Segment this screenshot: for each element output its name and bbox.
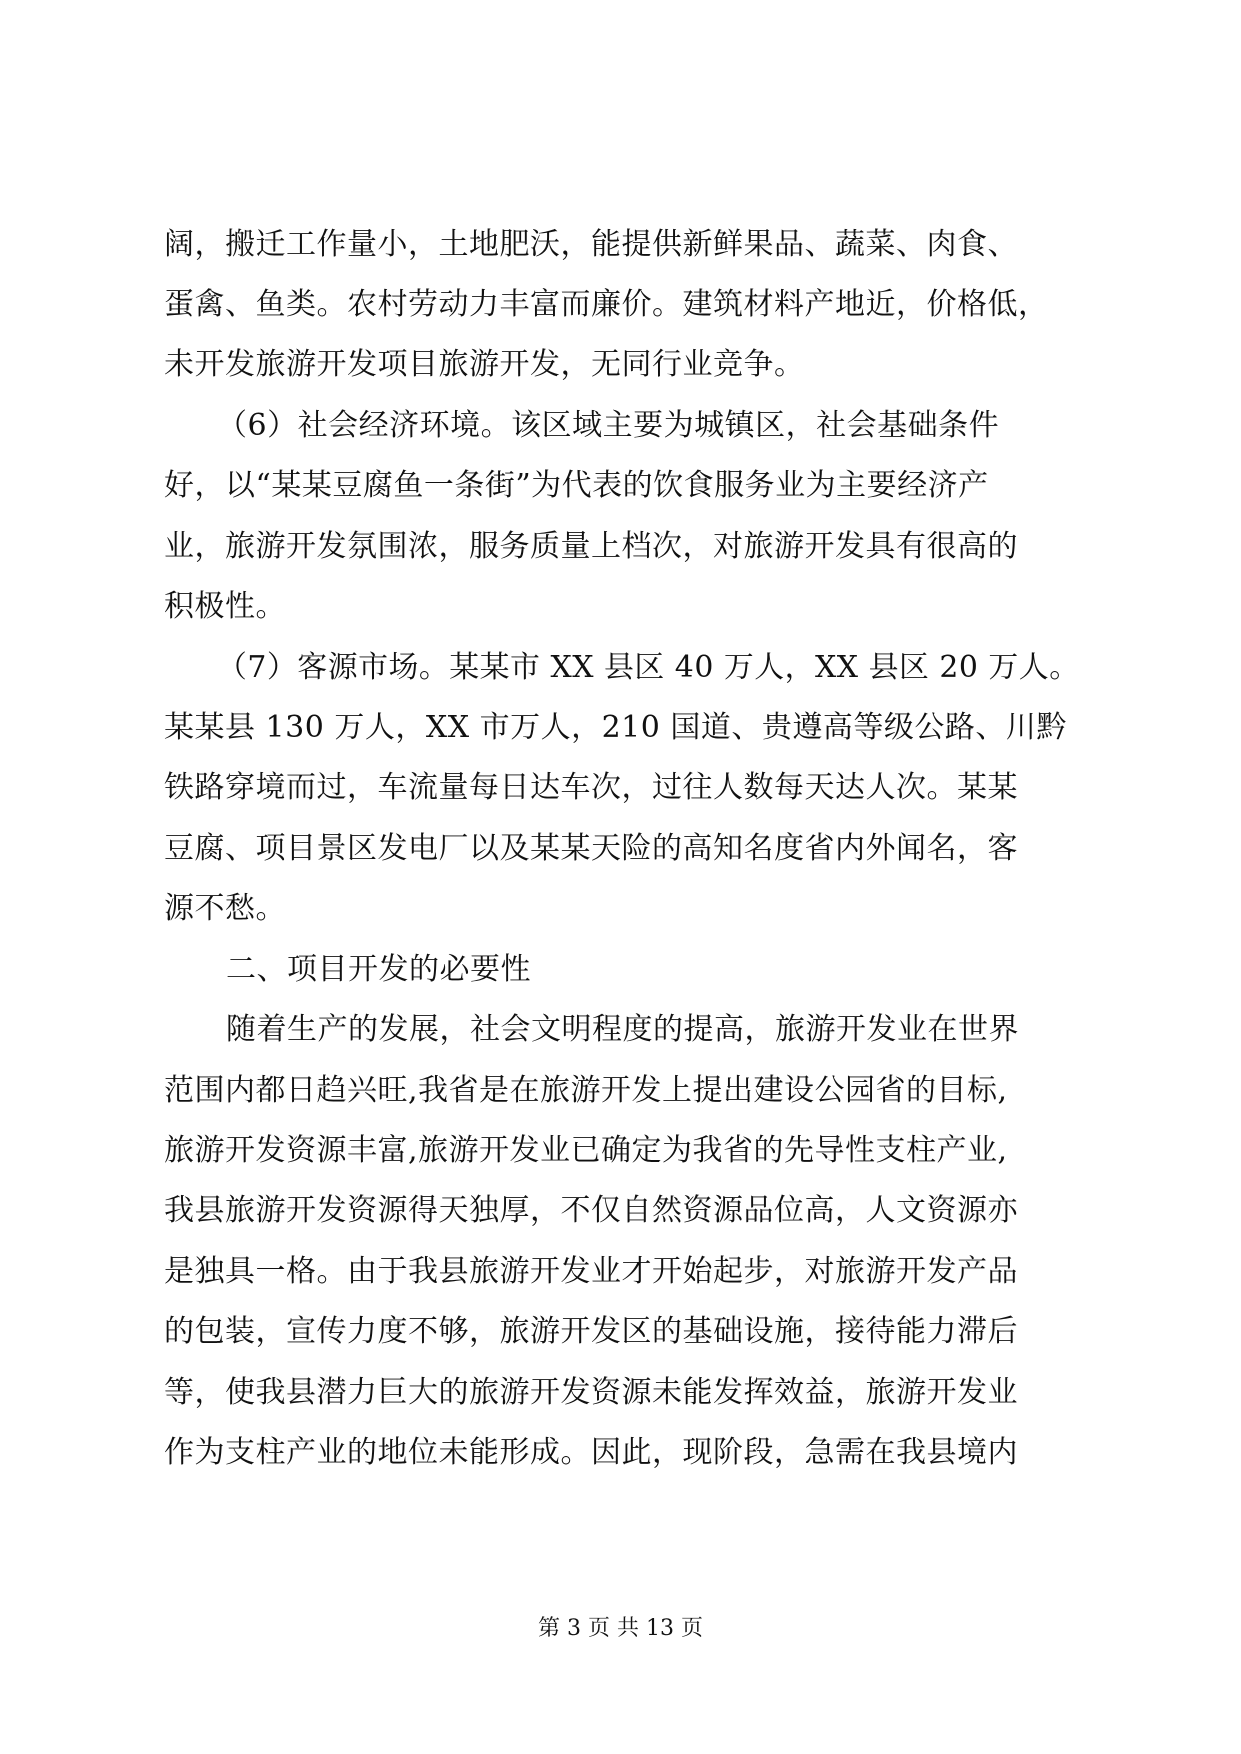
text-line: 旅游开发资源丰富,旅游开发业已确定为我省的先导性支柱产业,: [164, 1133, 1008, 1168]
text-line: 的包装，宣传力度不够，旅游开发区的基础设施，接待能力滞后: [164, 1314, 1018, 1349]
text-line: （7）客源市场。某某市 XX 县区 40 万人，XX 县区 20 万人。: [217, 650, 1080, 685]
text-line: 阔，搬迁工作量小，土地肥沃，能提供新鲜果品、蔬菜、肉食、: [164, 227, 1018, 262]
page-footer: 第 3 页 共 13 页: [538, 1616, 703, 1641]
text-line: 积极性。: [164, 589, 286, 624]
text-line: 好，以“某某豆腐鱼一条街”为代表的饮食服务业为主要经济产: [164, 468, 989, 503]
text-line: 随着生产的发展，社会文明程度的提高，旅游开发业在世界: [226, 1012, 1019, 1047]
text-line: 蛋禽、鱼类。农村劳动力丰富而廉价。建筑材料产地近，价格低，: [164, 287, 1049, 322]
text-line: 某某县 130 万人，XX 市万人，210 国道、贵遵高等级公路、川黔: [164, 710, 1067, 745]
text-line: （6）社会经济环境。该区域主要为城镇区，社会基础条件: [217, 408, 1000, 443]
text-line: 铁路穿境而过，车流量每日达车次，过往人数每天达人次。某某: [164, 770, 1018, 805]
text-line: 业，旅游开发氛围浓，服务质量上档次，对旅游开发具有很高的: [164, 529, 1018, 564]
text-line: 作为支柱产业的地位未能形成。因此，现阶段，急需在我县境内: [164, 1435, 1018, 1470]
text-line: 等，使我县潜力巨大的旅游开发资源未能发挥效益，旅游开发业: [164, 1375, 1018, 1410]
text-line: 未开发旅游开发项目旅游开发，无同行业竞争。: [164, 347, 805, 382]
text-line: 豆腐、项目景区发电厂以及某某天险的高知名度省内外闻名，客: [164, 831, 1018, 866]
text-line: 范围内都日趋兴旺,我省是在旅游开发上提出建设公园省的目标,: [164, 1073, 1008, 1108]
section-heading: 二、项目开发的必要性: [226, 952, 531, 987]
text-line: 我县旅游开发资源得天独厚，不仅自然资源品位高，人文资源亦: [164, 1193, 1018, 1228]
text-line: 源不愁。: [164, 891, 286, 926]
text-line: 是独具一格。由于我县旅游开发业才开始起步，对旅游开发产品: [164, 1254, 1018, 1289]
